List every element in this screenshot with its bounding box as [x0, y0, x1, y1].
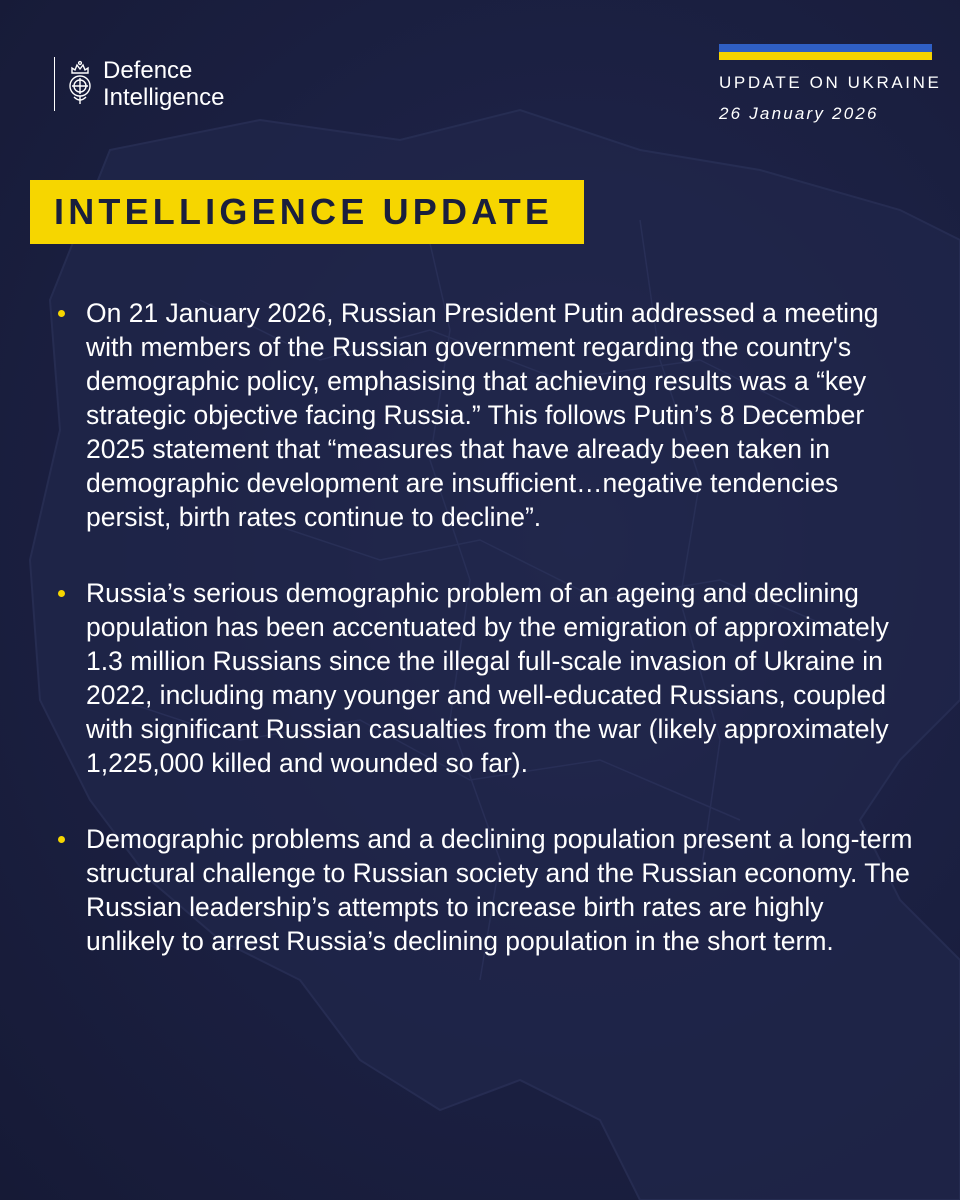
logo-text [103, 57, 224, 111]
bullet-text: Demographic problems and a declining population present a long-term structural challenge to Russian society and the Russian economy. The Russian leadership’s attempts to increase birth rates are highly unlikely to arrest Russia’s declining population in the short term. [86, 824, 913, 956]
defence-intelligence-logo [54, 56, 224, 112]
update-label: UPDATE ON UKRAINE [719, 73, 942, 92]
logo-line-defence: Defence [103, 57, 193, 84]
flag-blue-stripe [719, 44, 932, 52]
bullet-dot-icon [58, 590, 65, 597]
bullet-item [54, 576, 914, 780]
intelligence-update-banner [30, 180, 584, 244]
bullet-dot-icon [58, 836, 65, 843]
bullet-dot-icon [58, 310, 65, 317]
defence-intelligence-crest-icon [65, 59, 95, 109]
bullet-text: On 21 January 2026, Russian President Putin addressed a meeting with members of the Russian government regarding the country's demographic policy, emphasising that achieving results was a “key strategic objective facing Russia.” This follows Putin’s 8 December 2025 statement that “measures that have already been taken in demographic development are insufficient…negative tendencies persist, birth rates continue to decline”. [86, 298, 879, 532]
logo-divider [54, 57, 55, 111]
logo-line-intelligence: Intelligence [103, 84, 225, 111]
ukraine-flag-bar [719, 44, 932, 60]
banner-title: INTELLIGENCE UPDATE [54, 191, 554, 232]
bullet-text: Russia’s serious demographic problem of an ageing and declining population has been accentuated by the emigration of approximately 1.3 million Russians since the illegal full-scale invasion of Ukraine in 2022, including many younger and well-educated Russians, coupled with significant Russian casualties from the war (likely approximately 1,225,000 killed and wounded so far). [86, 578, 889, 778]
flag-yellow-stripe [719, 52, 932, 60]
bullet-item [54, 822, 914, 958]
update-date: 26 January 2026 [719, 104, 879, 123]
bullet-item [54, 296, 914, 534]
bullet-list [54, 296, 914, 1000]
